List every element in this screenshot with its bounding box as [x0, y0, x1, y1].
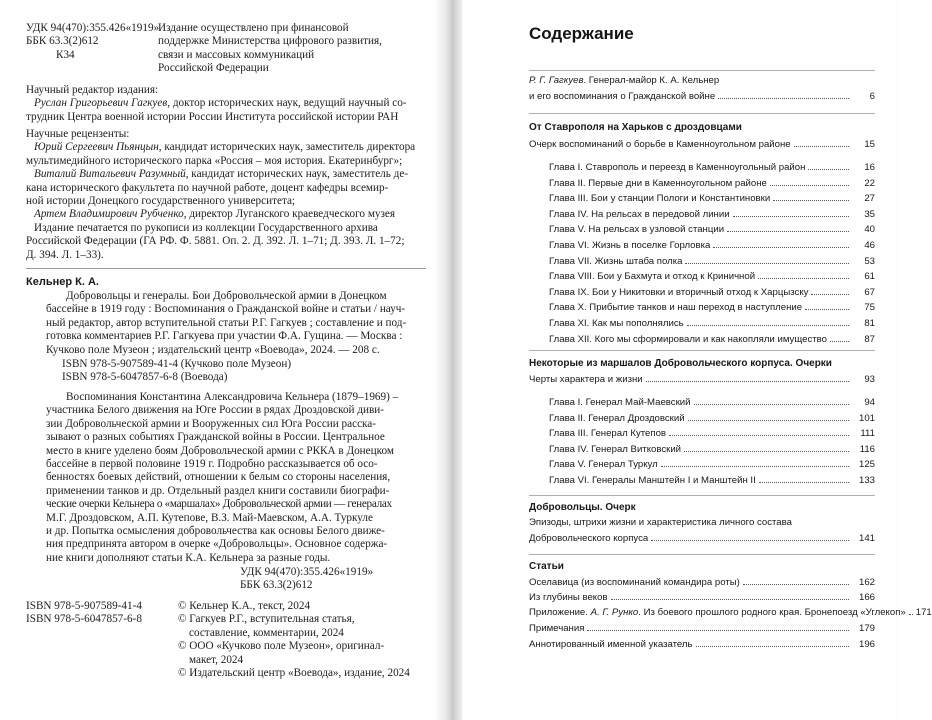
reviewer-description: , кандидат исторических наук, заместитель директора: [158, 141, 416, 154]
leader-dots: [646, 381, 849, 382]
isbn-line: ISBN 978-5-6047857-6-8: [26, 613, 142, 626]
appendix-author: А. Г. Рунко: [590, 607, 639, 618]
leader-dots: [661, 466, 849, 467]
toc-entry: [549, 222, 875, 235]
section-heading: От Ставрополя на Харьков с дроздовцами: [529, 122, 742, 133]
reviewer-description: , кандидат исторических наук, заместитель де-: [185, 168, 409, 181]
toc-page-number: 125: [858, 459, 875, 471]
author-mark: К34: [56, 48, 75, 61]
classification-codes: [26, 22, 160, 62]
copyright-line: © ООО «Кучково поле Музеон», оригинал-: [178, 640, 385, 653]
divider: [529, 113, 875, 114]
reviewer-description: кана исторического факультета по научной работе, доцент кафедры всемир-: [26, 181, 389, 194]
toc-entry: [549, 176, 875, 189]
leader-dots: [830, 341, 849, 342]
divider: [26, 268, 426, 269]
editor-name: Руслан Григорьевич Гагкуев: [34, 97, 168, 110]
isbn-list-short: [26, 600, 166, 627]
toc-entry-label: Глава III. Генерал Кутепов: [549, 428, 666, 440]
leader-dots: [718, 98, 849, 99]
toc-entry: [549, 300, 875, 313]
funding-line: связи и массовых коммуникаций: [158, 48, 315, 61]
toc-entry-label: Оселавица (из воспоминаний командира роты): [529, 577, 740, 588]
toc-entry: [529, 137, 875, 150]
toc-entry: [549, 238, 875, 251]
toc-page-number: 6: [869, 91, 875, 102]
toc-entry-label: Глава IV. Генерал Витковский: [549, 443, 682, 455]
toc-page-number: 93: [864, 374, 875, 385]
copyright-line: © Кельнер К.А., текст, 2024: [178, 600, 311, 612]
toc-entry-label: Эпизоды, штрихи жизни и характеристика личного состава: [529, 517, 792, 528]
classification-codes-repeat: [240, 566, 380, 593]
toc-entry-label: Добровольческого корпуса: [529, 533, 649, 544]
author-heading: Кельнер К. А.: [26, 276, 99, 288]
divider: [529, 350, 875, 351]
appendix-title: . Из боевого прошлого родного края. Бронепоезд «Углекоп»: [638, 607, 906, 618]
toc-entry-label: Глава XII. Кого мы сформировали и как накопляли имущество: [549, 333, 827, 345]
biblio-line: бассейне в 1919 году : Воспоминания о Гражданской войне и статьи / науч-: [46, 303, 406, 316]
copyright-item: [178, 613, 408, 640]
copyright-item: [178, 667, 408, 680]
toc-entry: [549, 395, 875, 408]
annotation-line: участника Белого движения на Юге России в рядах Дроздовской диви-: [46, 404, 384, 417]
toc-entry-label: Аннотированный именной указатель: [529, 639, 693, 650]
archive-line: Д. 394. Л. 1–33).: [26, 248, 104, 261]
toc-entry-label: Глава VI. Генералы Манштейн I и Манштейн II: [549, 475, 756, 486]
annotation-line: зии Добровольческой армии и Вооруженных сил Юга России расска-: [46, 417, 377, 430]
archive-line: Издание печатается по рукописи из коллекции Государственного архива: [34, 222, 378, 234]
isbn-line: ISBN 978-5-907589-41-4 (Кучково поле Музеон): [62, 358, 292, 370]
isbn-line: ISBN 978-5-6047857-6-8 (Воевода): [62, 371, 228, 384]
annotation-line: ческие очерки Кельнера о «маршалах» Добровольческой армии — генералах: [46, 498, 392, 511]
toc-entry: [529, 372, 875, 385]
toc-entry: [529, 531, 875, 544]
toc-entry: [549, 411, 875, 424]
toc-entry-label: Глава VI. Жизнь в поселке Горловка: [549, 240, 711, 251]
page-title: Содержание: [529, 24, 634, 43]
leader-dots: [684, 451, 849, 452]
toc-page-number: 35: [864, 208, 875, 220]
leader-dots: [733, 216, 849, 217]
toc-page-number: 141: [858, 533, 875, 544]
toc-page-number: 196: [858, 639, 875, 650]
funding-line: Издание осуществлено при финансовой: [158, 22, 349, 34]
toc-entry-label: Глава VIII. Бои у Бахмута и отход к Криничной: [549, 271, 756, 283]
funding-line: поддержке Министерства цифрового развития,: [158, 35, 382, 48]
toc-entry-label: Глава XI. Как мы пополнялись: [549, 318, 684, 329]
leader-dots: [743, 584, 849, 585]
toc-entry-label: и его воспоминания о Гражданской войне: [529, 91, 716, 102]
toc-page-number: 179: [858, 623, 875, 634]
copyright-item: [178, 600, 408, 613]
toc-page-number: 116: [859, 443, 875, 455]
toc-page-number: 40: [864, 224, 875, 236]
toc-entry-label: Глава IV. На рельсах в передовой линии: [549, 208, 730, 220]
toc-entry: [549, 457, 875, 470]
copyright-line: макет, 2024: [189, 653, 244, 666]
toc-entry-label: Глава VII. Жизнь штаба полка: [549, 255, 683, 267]
copyright-line: © Издательский центр «Воевода», издание, 2024: [178, 667, 410, 680]
bbk-code: ББК 63.3(2)612: [26, 35, 99, 48]
copyright-notices: [178, 600, 408, 680]
toc-entry-notes: [529, 621, 875, 634]
toc-page-number: 133: [858, 475, 875, 486]
intro-author: Р. Г. Гагкуев: [529, 75, 584, 86]
editor-description: трудник Центра военной истории России Института российской истории РАН: [26, 110, 399, 123]
toc-entry: [549, 426, 875, 439]
leader-dots: [611, 599, 849, 600]
divider: [529, 554, 875, 555]
annotation-line: место в книге уделено боям Добровольческой армии с РККА в Донецком: [46, 444, 394, 457]
toc-entry-appendix: [529, 605, 932, 618]
reviewers-heading: Научные рецензенты:: [26, 128, 130, 140]
reviewer-name: Артем Владимирович Рубченко: [34, 208, 184, 221]
leader-dots: [770, 185, 849, 186]
toc-page-number: 53: [864, 255, 875, 267]
leader-dots: [696, 646, 850, 647]
reviewer-description: мультимедийного исторического парка «Россия – моя история. Екатеринбург»;: [26, 154, 403, 167]
udk-code: УДК 94(470):355.426«1919»: [26, 22, 160, 34]
toc-entry-label: Глава V. Генерал Туркул: [549, 459, 658, 471]
biblio-line: Добровольцы и генералы. Бои Добровольческой армии в Донецком: [66, 290, 387, 302]
annotation-line: бенностях боевых действий, отношении к белым со стороны населения,: [46, 471, 391, 484]
toc-entry: [549, 332, 875, 345]
funding-line: Российской Федерации: [158, 62, 269, 75]
toc-page-number: 94: [864, 397, 875, 408]
reviewer-name: Виталий Витальевич Разумный: [34, 168, 186, 181]
annotation-line: Воспоминания Константина Александровича Кельнера (1879–1969) –: [66, 391, 399, 403]
udk-code: УДК 94(470):355.426«1919»: [240, 566, 374, 578]
leader-dots: [669, 435, 849, 436]
leader-dots: [794, 146, 849, 147]
toc-page-number: 101: [858, 412, 875, 424]
archive-line: Российской Федерации (ГА РФ. Ф. 5881. Оп. 2. Д. 392. Л. 1–71; Д. 393. Л. 1–72;: [26, 235, 405, 248]
leader-dots: [758, 278, 849, 279]
reviewers: [26, 128, 426, 222]
annotation: [26, 391, 426, 565]
leader-dots: [811, 294, 849, 295]
annotation-line: ние книги дополняют статьи К.А. Кельнера за разные годы.: [46, 551, 331, 564]
leader-dots: [808, 169, 849, 170]
section-heading: Добровольцы. Очерк: [529, 502, 636, 513]
leader-dots: [713, 247, 849, 248]
toc-entry: [529, 575, 875, 588]
leader-dots: [805, 309, 849, 310]
toc-entry-label: Глава II. Первые дни в Каменноугольном районе: [549, 177, 767, 189]
reviewer-name: Юрий Сергеевич Пьянцын: [34, 141, 159, 154]
divider: [529, 70, 875, 71]
toc-entry-intro-cont: [529, 89, 875, 102]
appendix-prefix: Приложение.: [529, 607, 591, 618]
scientific-editor: [26, 84, 426, 124]
toc-entry: [549, 207, 875, 220]
toc-page-number: 81: [864, 318, 875, 329]
leader-dots: [773, 200, 849, 201]
isbn-line: ISBN 978-5-907589-41-4: [26, 600, 142, 612]
toc-entry-label: Из глубины веков: [529, 592, 608, 603]
editor-description: , доктор исторических наук, ведущий научный со-: [167, 97, 407, 110]
toc-entry-label: Глава IX. Бои у Никитовки и вторичный отход к Харцызску: [549, 286, 809, 298]
toc-entry: [549, 269, 875, 282]
annotation-line: и др. Попытка осмысления добровольчества как основы Белого движе-: [46, 525, 385, 538]
toc-entry-label: Примечания: [529, 623, 585, 634]
copyright-item: [178, 640, 408, 667]
toc-page-number: 22: [864, 177, 875, 189]
toc-entry: [549, 316, 875, 329]
leader-dots: [651, 540, 849, 541]
copyright-line: © Гагкуев Р.Г., вступительная статья,: [178, 613, 355, 626]
toc-entry-label: Глава II. Генерал Дроздовский: [549, 412, 685, 424]
biblio-line: ный редактор, автор вступительной статьи Р.Г. Гагкуев ; составление и под-: [46, 316, 407, 329]
annotation-line: М.Г. Дроздовском, А.П. Кутепове, В.З. Май-Маевском, А.А. Туркуле: [46, 511, 373, 524]
toc-page-number: 15: [864, 139, 875, 150]
toc-page-number: 171: [915, 607, 932, 618]
reviewer-description: , директор Луганского краеведческого музея: [183, 208, 396, 221]
toc-page-number: 75: [864, 302, 875, 314]
biblio-line: готовка комментариев Р.Г. Гагкуева при участии Ф.А. Гущина. — Москва :: [46, 330, 403, 343]
toc-entry: [549, 160, 875, 173]
copyright-line: составление, комментарии, 2024: [189, 626, 344, 639]
toc-entry: [549, 442, 875, 455]
leader-dots: [759, 482, 849, 483]
annotation-line: ния предпринята автором в очерке «Добровольцы». Основное содержа-: [46, 538, 388, 551]
editor-heading: Научный редактор издания:: [26, 84, 159, 96]
archive-source-note: [26, 222, 426, 262]
annotation-line: применении танков и др. Отдельный раздел книги составили биографи-: [46, 484, 390, 497]
toc-entry-label: Глава V. На рельсах в узловой станции: [549, 224, 725, 236]
section-heading: Статьи: [529, 561, 564, 572]
annotation-line: бассейне в первой половине 1919 г. Подробно рассказывается об осо-: [46, 458, 378, 471]
toc-entry: [549, 285, 875, 298]
toc-entry-index: [529, 637, 875, 650]
toc-page-number: 111: [860, 428, 875, 440]
section-heading: Некоторые из маршалов Добровольческого корпуса. Очерки: [529, 358, 832, 369]
bbk-code: ББК 63.3(2)612: [240, 579, 313, 592]
toc-entry-intro: [529, 75, 719, 88]
toc-page-number: 67: [864, 286, 875, 298]
isbn-list: [62, 358, 382, 385]
leader-dots: [727, 231, 849, 232]
toc-entry-label: Глава I. Ставрополь и переезд в Каменноугольный район: [549, 162, 806, 173]
toc-page-number: 87: [864, 333, 875, 345]
leader-dots: [687, 325, 849, 326]
toc-entry-label: Глава X. Прибытие танков и наш переход в наступление: [549, 302, 803, 314]
toc-page-number: 46: [864, 240, 875, 251]
toc-entry-label: Глава III. Бои у станции Пологи и Константиновки: [549, 193, 771, 205]
toc-entry-label: Черты характера и жизни: [529, 374, 643, 385]
leader-dots: [688, 420, 849, 421]
funding-note: [158, 22, 388, 76]
toc-entry: [529, 590, 875, 603]
leader-dots: [685, 263, 849, 264]
leader-dots: [694, 404, 850, 405]
toc-page-number: 166: [858, 592, 875, 603]
annotation-line: зывают о разных событиях Гражданской войны в России. Центральное: [46, 431, 385, 444]
toc-entry: [549, 473, 875, 486]
divider: [529, 495, 875, 496]
toc-page-number: 16: [864, 162, 875, 173]
intro-title-line: . Генерал-майор К. А. Кельнер: [583, 75, 720, 86]
biblio-line: Кучково поле Музеон ; издательский центр «Воевода», 2024. — 208 с.: [46, 343, 380, 356]
toc-page-number: 162: [858, 577, 875, 588]
toc-entry-label: Очерк воспоминаний о борьбе в Каменноугольном районе: [529, 139, 791, 150]
leader-dots: [587, 630, 849, 631]
toc-page-number: 27: [864, 193, 875, 205]
toc-entry-label: Глава I. Генерал Май-Маевский: [549, 397, 691, 408]
toc-entry: [549, 254, 875, 267]
reviewer-description: ной истории Донецкого государственного университета;: [26, 195, 296, 208]
toc-page-number: 61: [864, 271, 875, 283]
bibliographic-description: [26, 290, 426, 357]
toc-entry: [549, 191, 875, 204]
